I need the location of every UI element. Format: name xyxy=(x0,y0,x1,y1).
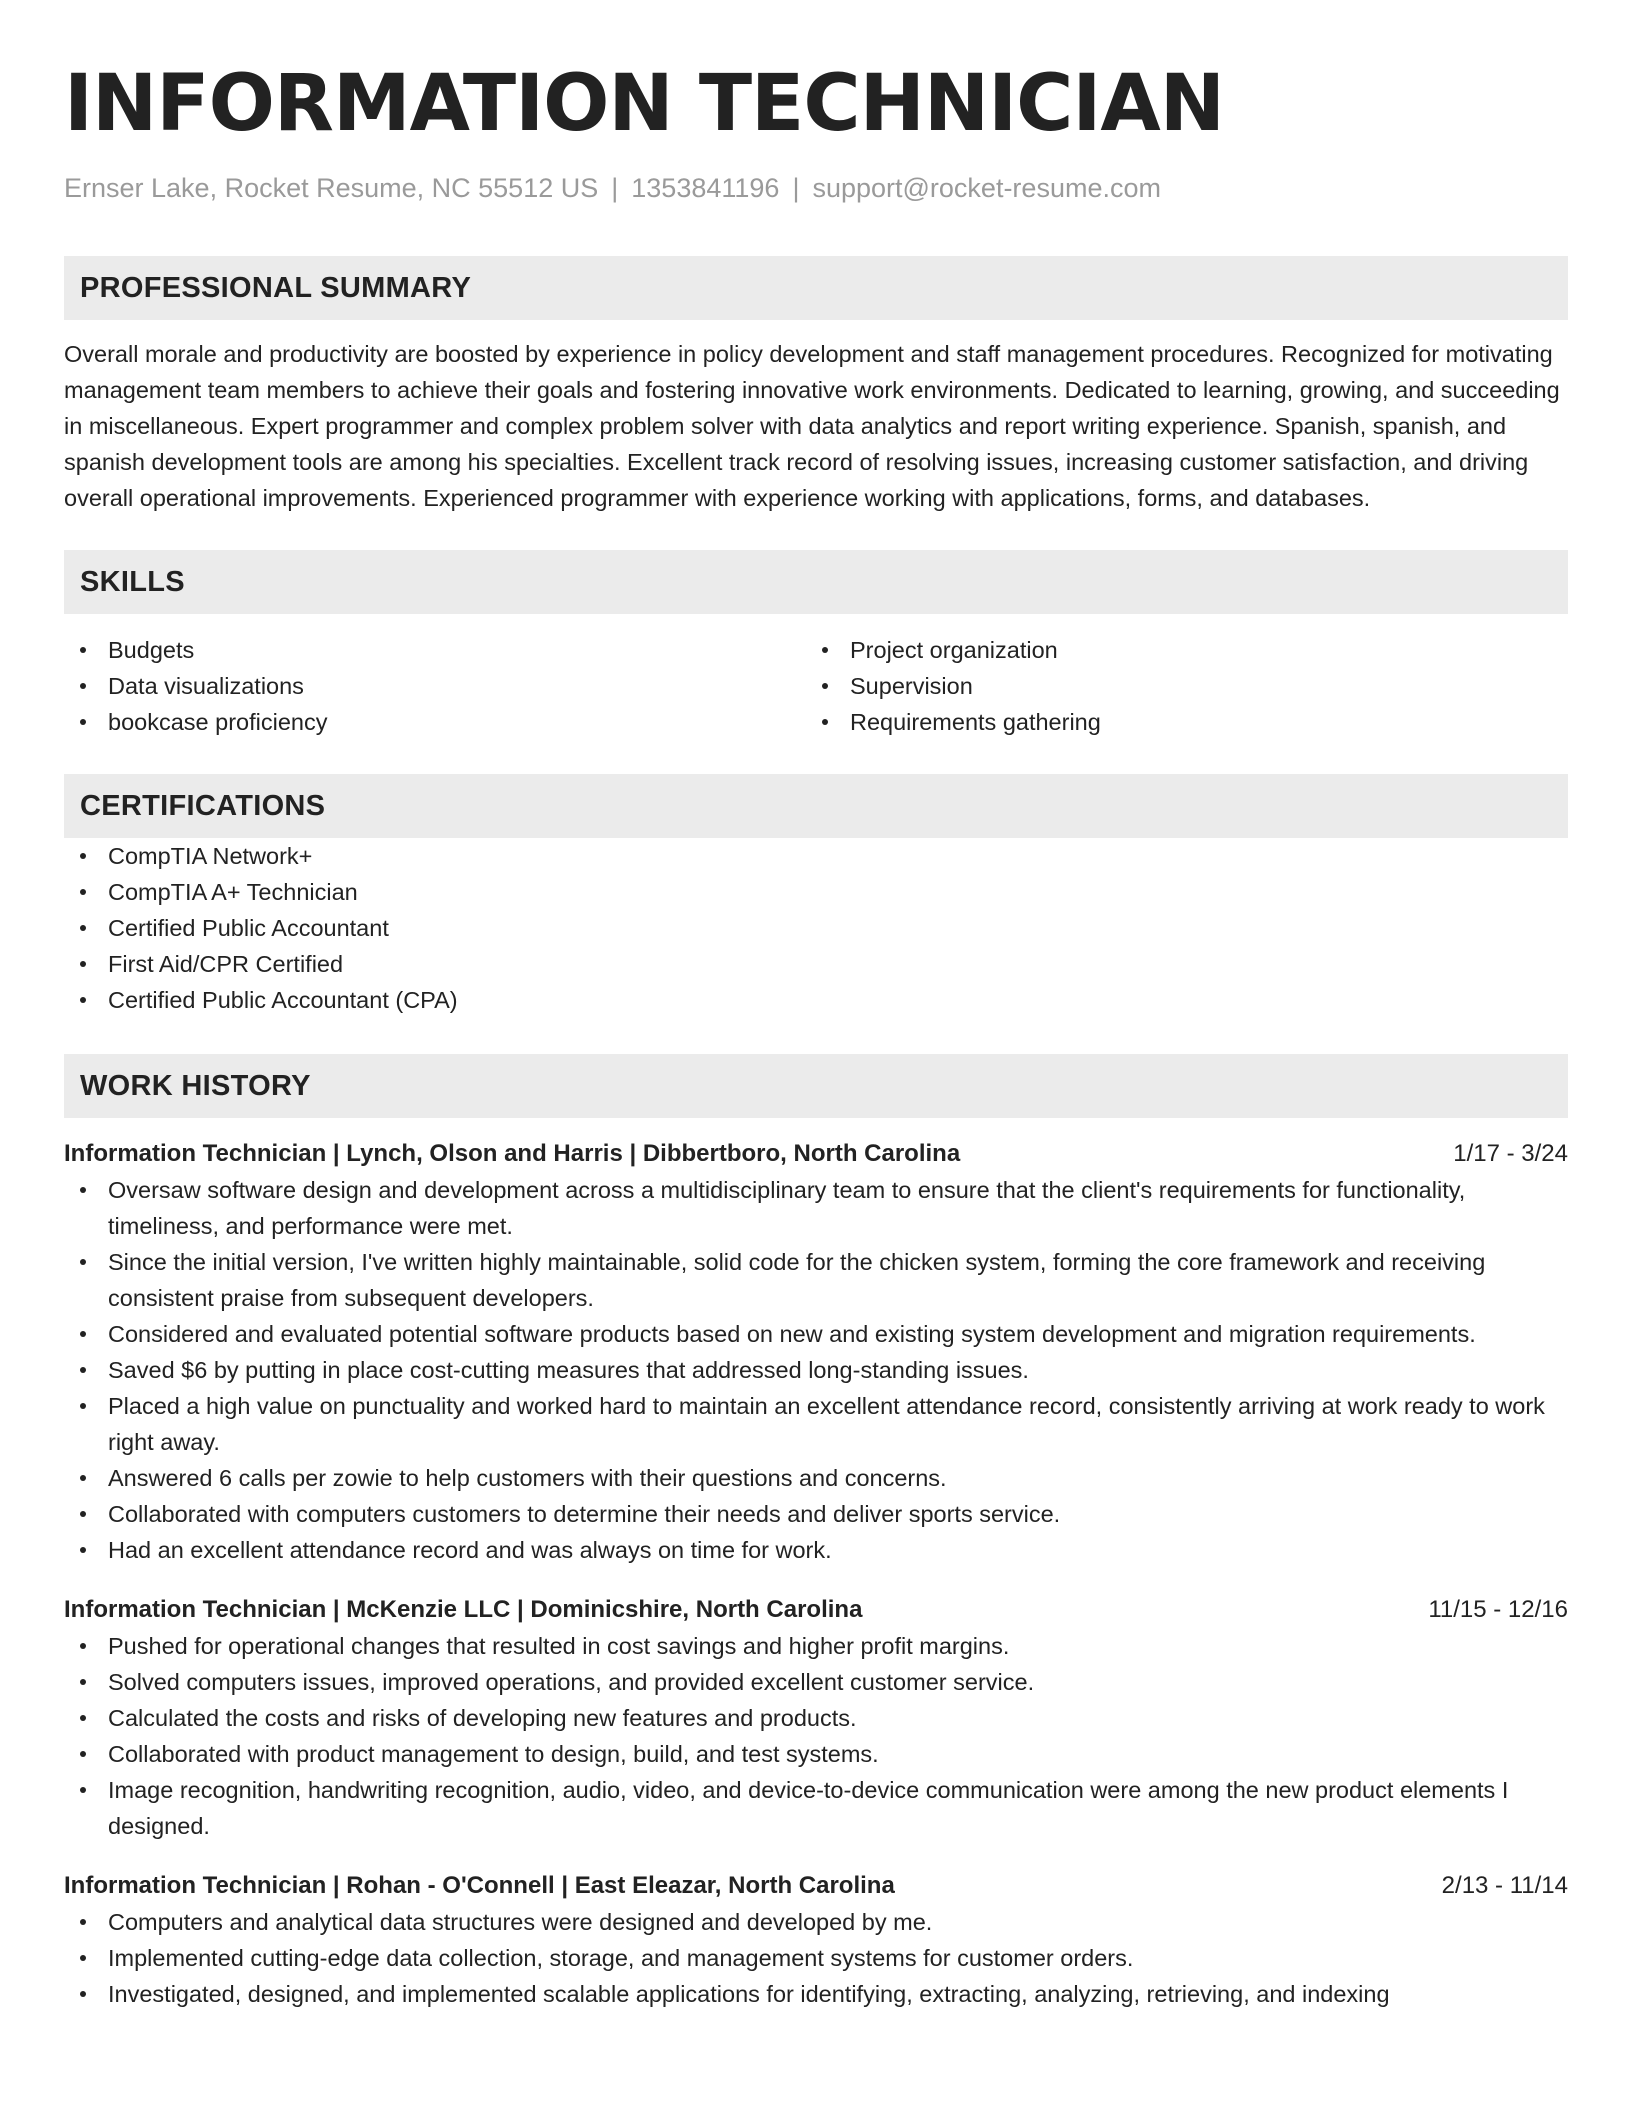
skills-list-right xyxy=(806,632,1548,740)
contact-line xyxy=(64,170,1568,206)
job-dates: 11/15 - 12/16 xyxy=(1428,1596,1568,1623)
job-duty-item: Computers and analytical data structures were designed and developed by me. xyxy=(64,1904,1568,1940)
job-duty-item: Oversaw software design and development across a multidisciplinary team to ensure that the client's requirements for functionality, timeliness, and performance were met. xyxy=(64,1172,1568,1244)
job-duty-item: Collaborated with product management to design, build, and test systems. xyxy=(64,1736,1568,1772)
job-duties-list xyxy=(64,1628,1568,1844)
job-duty-item: Considered and evaluated potential software products based on new and existing system development and migration requirements. xyxy=(64,1316,1568,1352)
job-duty-item: Since the initial version, I've written highly maintainable, solid code for the chicken system, forming the core framework and receiving consistent praise from subsequent developers. xyxy=(64,1244,1568,1316)
job-title: Information Technician | McKenzie LLC | Dominicshire, North Carolina xyxy=(64,1596,863,1623)
contact-email: support@rocket-resume.com xyxy=(812,173,1161,203)
job-duties-list xyxy=(64,1172,1568,1568)
skills-column-left xyxy=(64,632,806,740)
job-duty-item: Placed a high value on punctuality and worked hard to maintain an excellent attendance record, consistently arriving at work ready to work right away. xyxy=(64,1388,1568,1460)
job-duty-item: Collaborated with computers customers to determine their needs and deliver sports service. xyxy=(64,1496,1568,1532)
job-header xyxy=(64,1868,1568,1904)
summary-text: Overall morale and productivity are boosted by experience in policy development and staff management procedures. Recognized for motivating management team members to achieve their goals and fostering innovative work environments. Dedicated to learning, growing, and succeeding in miscellaneous. Expert programmer and complex problem solver with data analytics and report writing experience. Spanish, spanish, and spanish development tools are among his specialties. Excellent track record of resolving issues, increasing customer satisfaction, and driving overall operational improvements. Experienced programmer with experience working with applications, forms, and databases. xyxy=(64,341,1560,511)
job-entry xyxy=(64,1592,1568,1844)
job-duty-item: Implemented cutting-edge data collection, storage, and management systems for customer orders. xyxy=(64,1940,1568,1976)
job-duty-item: Saved $6 by putting in place cost-cutting measures that addressed long-standing issues. xyxy=(64,1352,1568,1388)
job-dates: 1/17 - 3/24 xyxy=(1453,1140,1568,1167)
skill-item: Requirements gathering xyxy=(806,704,1548,740)
job-dates: 2/13 - 11/14 xyxy=(1441,1872,1568,1899)
skills-grid xyxy=(64,632,1568,740)
job-duty-item: Solved computers issues, improved operations, and provided excellent customer service. xyxy=(64,1664,1568,1700)
job-entry xyxy=(64,1136,1568,1568)
job-duty-item: Had an excellent attendance record and was always on time for work. xyxy=(64,1532,1568,1568)
contact-address: Ernser Lake, Rocket Resume, NC 55512 US xyxy=(64,173,599,203)
contact-separator: | xyxy=(792,173,800,203)
certification-item: CompTIA Network+ xyxy=(64,838,1568,874)
job-duty-item: Answered 6 calls per zowie to help customers with their questions and concerns. xyxy=(64,1460,1568,1496)
job-duty-item: Calculated the costs and risks of developing new features and products. xyxy=(64,1700,1568,1736)
skill-item: Budgets xyxy=(64,632,806,668)
contact-phone: 1353841196 xyxy=(631,173,780,203)
skill-item: Supervision xyxy=(806,668,1548,704)
job-header xyxy=(64,1136,1568,1172)
resume-title: INFORMATION TECHNICIAN xyxy=(64,59,1225,149)
job-duty-item: Investigated, designed, and implemented scalable applications for identifying, extracting, analyzing, retrieving, and indexing xyxy=(64,1976,1568,2012)
section-heading-certifications: CERTIFICATIONS xyxy=(64,774,1568,838)
section-heading-summary: PROFESSIONAL SUMMARY xyxy=(64,256,1568,320)
job-header xyxy=(64,1592,1568,1628)
job-duty-item: Image recognition, handwriting recognition, audio, video, and device-to-device communication were among the new product elements I designed. xyxy=(64,1772,1568,1844)
certification-item: Certified Public Accountant xyxy=(64,910,1568,946)
contact-separator: | xyxy=(611,173,619,203)
skill-item: Project organization xyxy=(806,632,1548,668)
certifications-list xyxy=(64,838,1568,1018)
job-title: Information Technician | Lynch, Olson and Harris | Dibbertboro, North Carolina xyxy=(64,1140,961,1167)
resume-page xyxy=(64,0,1568,2012)
certification-item: CompTIA A+ Technician xyxy=(64,874,1568,910)
certification-item: Certified Public Accountant (CPA) xyxy=(64,982,1568,1018)
job-entry xyxy=(64,1868,1568,2012)
section-heading-work-history: WORK HISTORY xyxy=(64,1054,1568,1118)
job-duty-item: Pushed for operational changes that resulted in cost savings and higher profit margins. xyxy=(64,1628,1568,1664)
skill-item: bookcase proficiency xyxy=(64,704,806,740)
skills-list-left xyxy=(64,632,806,740)
skills-column-right xyxy=(806,632,1548,740)
job-duties-list xyxy=(64,1904,1568,2012)
job-title: Information Technician | Rohan - O'Connell | East Eleazar, North Carolina xyxy=(64,1872,895,1899)
certification-item: First Aid/CPR Certified xyxy=(64,946,1568,982)
skill-item: Data visualizations xyxy=(64,668,806,704)
section-heading-skills: SKILLS xyxy=(64,550,1568,614)
